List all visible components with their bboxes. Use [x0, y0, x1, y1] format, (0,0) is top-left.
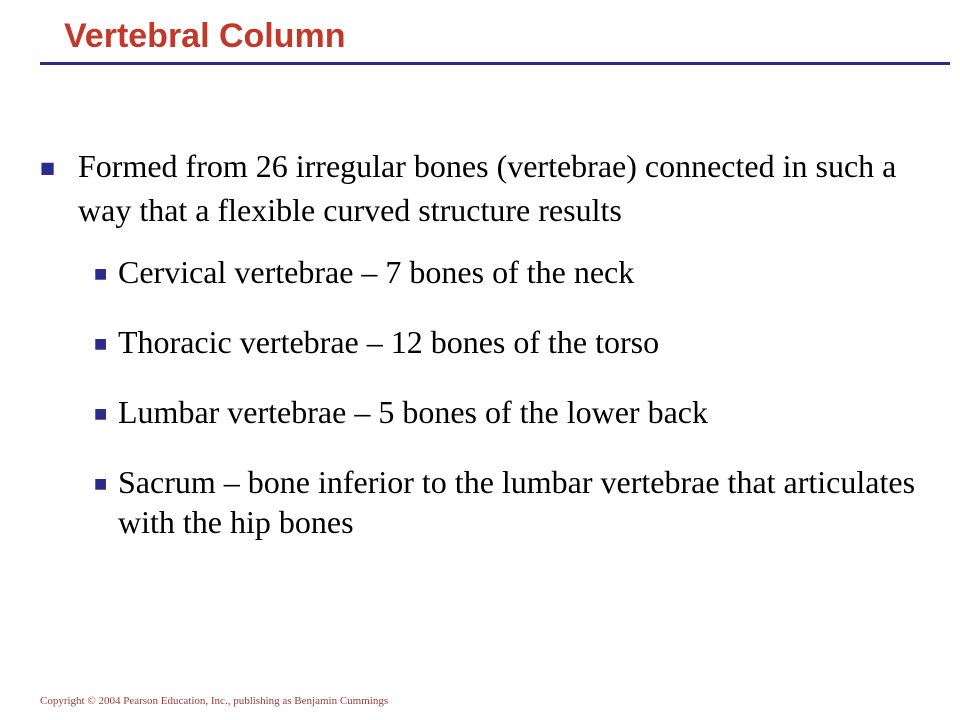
main-bullet [40, 144, 940, 232]
sub-bullet-lumbar [80, 392, 940, 432]
square-bullet-icon: ■ [94, 266, 108, 282]
square-bullet-icon: ■ [94, 476, 108, 492]
square-bullet-icon: ■ [94, 406, 108, 422]
sub-bullet-text: Cervical vertebrae – 7 bones of the neck [118, 254, 635, 290]
title-divider [40, 62, 950, 65]
slide-content [40, 144, 940, 572]
sub-bullet-text: Lumbar vertebrae – 5 bones of the lower back [118, 394, 708, 430]
slide-title: Vertebral Column [64, 17, 346, 55]
square-bullet-icon: ■ [94, 336, 108, 352]
main-bullet-text: Formed from 26 irregular bones (vertebrae) connected in such a way that a flexible curved structure results [78, 148, 897, 228]
sub-bullet-text: Sacrum – bone inferior to the lumbar vertebrae that articulates with the hip bones [118, 464, 916, 540]
sub-bullet-list [40, 252, 940, 542]
sub-bullet-cervical [80, 252, 940, 292]
copyright-footer: Copyright © 2004 Pearson Education, Inc., publishing as Benjamin Cummings [40, 695, 389, 707]
sub-bullet-sacrum [80, 462, 940, 542]
sub-bullet-text: Thoracic vertebrae – 12 bones of the torso [118, 324, 660, 360]
sub-bullet-thoracic [80, 322, 940, 362]
square-bullet-icon: ■ [40, 158, 56, 177]
